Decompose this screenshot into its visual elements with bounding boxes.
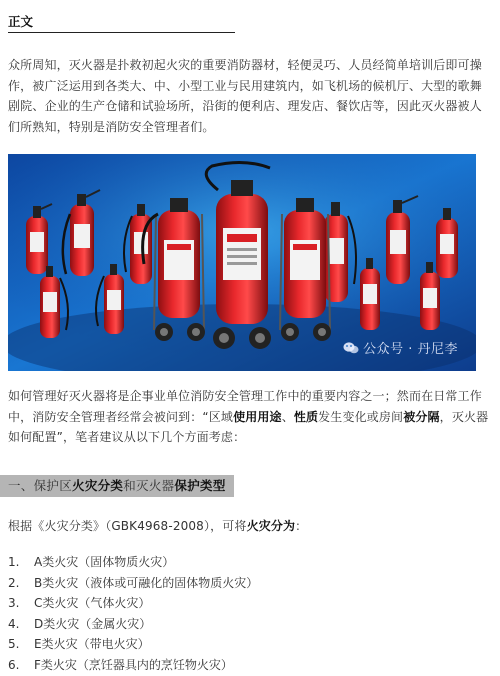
classification-paragraph: 根据《火灾分类》（GBK4968-2008），可将火灾分为： xyxy=(8,519,308,533)
subheading-protection-type: 一、保护区火灾分类和灭火器保护类型 xyxy=(0,475,234,497)
watermark xyxy=(343,338,458,357)
wechat-icon xyxy=(343,341,359,355)
list-item: 4. D类火灾（金属火灾） xyxy=(8,616,152,631)
list-item: 1. A类火灾（固体物质火灾） xyxy=(8,555,175,569)
title-divider xyxy=(8,32,235,33)
fire-class-list xyxy=(8,552,478,675)
watermark-text: 公众号 · 丹尼李 xyxy=(363,342,458,357)
intro-paragraph: 众所周知，灭火器是扑救初起火灾的重要消防器材，轻便灵巧、人员经简单培训后即可操作，被广泛运用到各类大、中、小型工业与民用建筑内，如飞机场的候机厅、大型的歌舞剧院、企业的生产仓储和试验场所，沿街的便利店、理发店、餐饮店等，因此灭火器被人们所熟知，特别是消防安全管理者们。 xyxy=(8,58,482,134)
management-paragraph: 如何管理好灭火器将是企事业单位消防安全管理工作中的重要内容之一；然而在日常工作中，消防安全管理者经常会被问到：“区域使用用途、性质发生变化或房间被分隔，灭火器如何配置”，笔者建议从以下几个方面考虑： xyxy=(8,389,489,444)
list-item: 3. C类火灾（气体火灾） xyxy=(8,596,151,610)
section-title: 正文 xyxy=(8,14,34,29)
list-item: 2. B类火灾（液体或可融化的固体物质火灾） xyxy=(8,575,259,590)
list-item: 6. F类火灾（烹饪器具内的烹饪物火灾） xyxy=(8,657,233,672)
fire-extinguisher-photo xyxy=(8,154,476,371)
list-item: 5. E类火灾（带电火灾） xyxy=(8,637,150,651)
